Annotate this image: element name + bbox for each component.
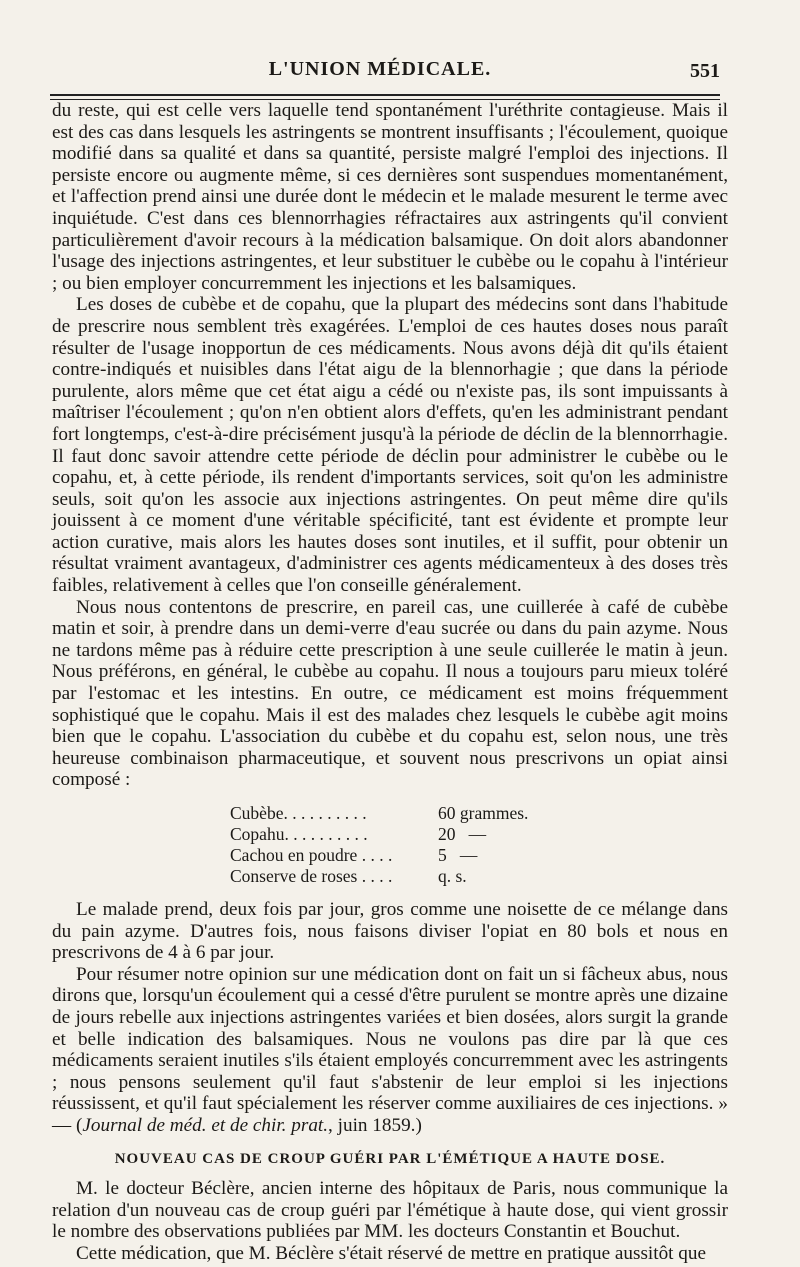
ingredient-name: Copahu. . . . . . . . . . [230, 824, 368, 844]
recipe-row [230, 803, 560, 824]
ingredient-name: Cachou en poudre . . . . [230, 845, 393, 865]
paragraph [52, 964, 728, 1137]
paragraph: Le malade prend, deux fois par jour, gros comme une noisette de ce mélange dans du pain azyme. D'autres fois, nous faisons diviser l'opiat en 80 bols et nous en prescrivons de 4 à 6 par jour. [52, 899, 728, 964]
ingredient-quantity: 5 — [438, 845, 478, 865]
recipe-list [230, 803, 560, 887]
section-title: NOUVEAU CAS DE CROUP GUÉRI PAR L'ÉMÉTIQUE A HAUTE DOSE. [114, 1150, 666, 1167]
paragraph: Cette médication, que M. Béclère s'était réservé de mettre en pratique aussitôt que [76, 1242, 707, 1264]
citation-date: , juin 1859.) [328, 1114, 422, 1136]
ingredient-name: Cubèbe. . . . . . . . . . [230, 803, 367, 823]
paragraph: Les doses de cubèbe et de copahu, que la plupart des médecins sont dans l'habitude de prescrire nous semblent très exagérées. L'emploi de ces hautes doses nous paraît résulter de l'usage inopportun de ces médicaments. Nous avons déjà dit qu'ils étaient contre-indiqués et nuisibles dans l'état aigu de la blennorhagie ; que dans la période purulente, alors même que cet état aigu a cédé ou n'existe pas, ils sont impuissants à maîtriser l'écoulement ; qu'on n'en obtient alors d'effets, qu'en les administrant pendant fort longtemps, c'est-à-dire précisément jusqu'à la période de déclin de la blennorrhagie. Il faut donc savoir attendre cette période de déclin pour administrer le cubèbe ou le copahu, et, à cette période, ils rendent d'importants services, soit qu'on les administre seuls, soit qu'on les associe aux injections astringentes. On peut même dire qu'ils jouissent à ce moment d'une véritable spécificité, tant est évidente et prompte leur action curative, mais alors les hautes doses sont inutiles, et il suffit, pour obtenir un résultat vraiment avantageux, d'administrer ces agents médicamenteux à des doses très faibles, relativement à celles que l'on conseille généralement. [52, 294, 728, 597]
citation-dash: — ( [52, 1114, 83, 1136]
paragraph: M. le docteur Béclère, ancien interne des hôpitaux de Paris, nous communique la relation d'un nouveau cas de croup guéri par l'émétique à haute dose, qui vient grossir le nombre des observations publiées par MM. les docteurs Constantin et Bouchut. [52, 1178, 728, 1243]
ingredient-quantity: q. s. [438, 866, 467, 886]
recipe-row [230, 845, 560, 866]
ingredient-quantity: 60 grammes. [438, 803, 529, 823]
paragraph: du reste, qui est celle vers laquelle tend spontanément l'uréthrite contagieuse. Mais il est des cas dans lesquels les astringents se montrent insuffisants ; l'écoulement, quoique modifié dans sa qualité et dans sa quantité, persiste malgré l'emploi des injections. Il persiste encore ou augmente même, si ces dernières sont suspendues momentanément, et l'affection prend ainsi une durée dont le médecin et le malade mesurent le terme avec inquiétude. C'est dans ces blennorrhagies réfractaires aux astringents qu'il convient particulièrement d'avoir recours à la médication balsamique. On doit alors abandonner l'usage des injections astringentes, et leur substituer le cubèbe ou le copahu à l'intérieur ; ou bien employer concurremment les injections et les balsamiques. [52, 100, 728, 294]
page-number: 551 [690, 60, 720, 82]
running-title: L'UNION MÉDICALE. [268, 58, 492, 80]
recipe-row [230, 824, 560, 845]
paragraph-text: Pour résumer notre opinion sur une médication dont on fait un si fâcheux abus, nous dirons que, lorsqu'un écoulement qui a cessé d'être purulent se montre après une dizaine de jours rebelle aux injections astringentes variées et bien dosées, alors surgit la grande et belle indication des balsamiques. Nous ne voulons pas dire par là que ces médicaments seraient inutiles s'ils étaient employés concurremment avec les astringents ; nous pensons seulement qu'il faut s'abstenir de leur emploi si les injections réussissent, et qu'il faut spécialement les réserver comme auxiliaires de ces injections. » [52, 963, 728, 1115]
citation-journal: Journal de méd. et de chir. prat. [82, 1114, 329, 1136]
ingredient-quantity: 20 — [438, 824, 487, 844]
paragraph: Nous nous contentons de prescrire, en pareil cas, une cuillerée à café de cubèbe matin et soir, à prendre dans un demi-verre d'eau sucrée ou dans du pain azyme. Nous ne tardons même pas à réduire cette prescription à une seule cuillerée le matin à jeun. Nous préférons, en général, le cubèbe au copahu. Il nous a toujours paru mieux toléré par l'estomac et les intestins. En outre, ce médicament est moins fréquemment sophistiqué que le copahu. Mais il est des malades chez lesquels le cubèbe agit moins bien que le copahu. L'association du cubèbe et du copahu est, selon nous, une très heureuse combinaison pharmaceutique, et souvent nous prescrivons un opiat ainsi composé : [52, 596, 728, 791]
article-body [52, 100, 728, 1265]
recipe-row [230, 866, 560, 887]
page-header [50, 58, 720, 88]
ingredient-name: Conserve de roses . . . . [230, 866, 393, 886]
